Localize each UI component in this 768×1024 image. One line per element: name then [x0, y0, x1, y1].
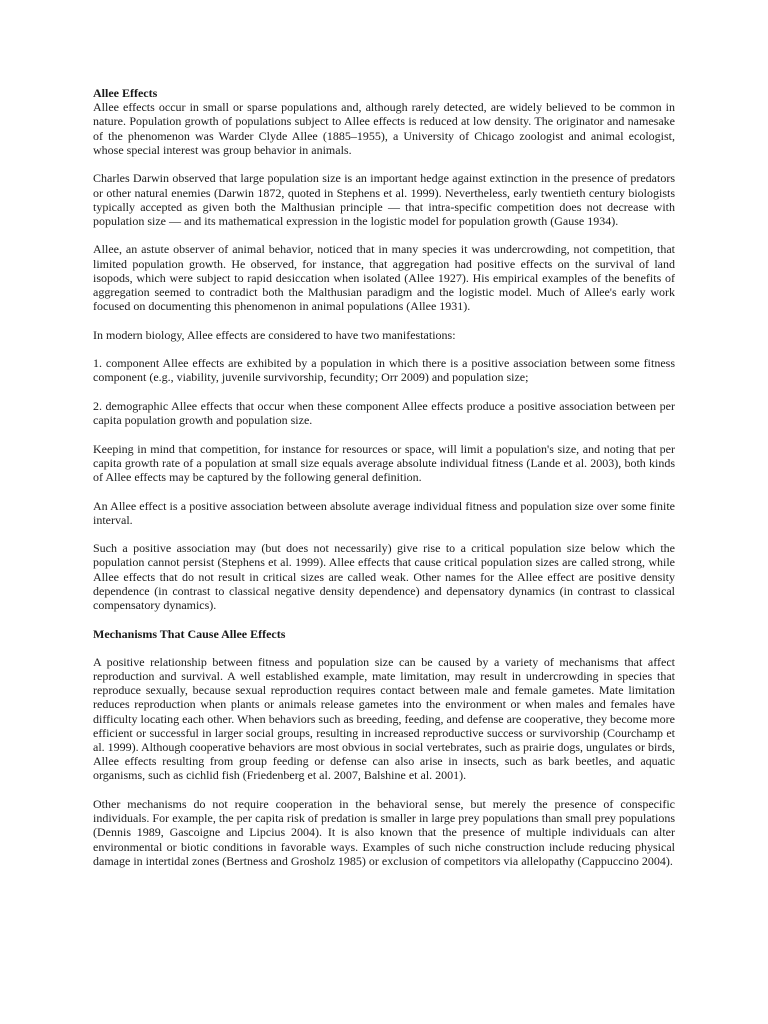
paragraph-critical-size: Such a positive association may (but does not necessarily) give rise to a critical population size below which the population cannot persist (Stephens et al. 1999). Allee effects that cause critical population sizes are called strong, while Allee effects that do not result in critical sizes are called weak. Other names for the Allee effect are positive density dependence (in contrast to classical negative density dependence) and depensatory dynamics (in contrast to classical compensatory dynamics). [93, 541, 675, 613]
document-page [93, 86, 675, 882]
paragraph-definition: An Allee effect is a positive association between absolute average individual fitness and population size over some finite interval. [93, 498, 675, 527]
paragraph-other-mechanisms: Other mechanisms do not require cooperation in the behavioral sense, but merely the presence of conspecific individuals. For example, the per capita risk of predation is smaller in large prey populations than small prey populations (Dennis 1989, Gascoigne and Lipcius 2004). It is also known that the presence of multiple individuals can alter environmental or biotic conditions in favorable ways. Examples of such niche construction include reducing physical damage in intertidal zones (Bertness and Grosholz 1985) or exclusion of competitors via allelopathy (Cappuccino 2004). [93, 796, 675, 868]
paragraph-intro: Allee effects occur in small or sparse populations and, although rarely detected, are widely believed to be common in nature. Population growth of populations subject to Allee effects is reduced at low density. The originator and namesake of the phenomenon was Warder Clyde Allee (1885–1955), a University of Chicago zoologist and animal ecologist, whose special interest was group behavior in animals. [93, 100, 675, 157]
paragraph-competition: Keeping in mind that competition, for instance for resources or space, will limit a population's size, and noting that per capita growth rate of a population at small size equals average absolute individual fitness (Lande et al. 2003), both kinds of Allee effects may be captured by the following general definition. [93, 441, 675, 485]
paragraph-manifestations: In modern biology, Allee effects are considered to have two manifestations: [93, 327, 456, 342]
paragraph-darwin: Charles Darwin observed that large population size is an important hedge against extinction in the presence of predators or other natural enemies (Darwin 1872, quoted in Stephens et al. 1999). Nevertheless, early twentieth century biologists typically accepted as given both the Malthusian principle — that intra-specific competition does not decrease with population size — and its mathematical expression in the logistic model for population growth (Gause 1934). [93, 171, 675, 228]
section-heading-allee-effects: Allee Effects [93, 86, 158, 100]
paragraph-allee-observer: Allee, an astute observer of animal behavior, noticed that in many species it was undercrowding, not competition, that limited population growth. He observed, for instance, that aggregation had positive effects on the survival of land isopods, which were subject to rapid desiccation when isolated (Allee 1927). His empirical examples of the benefits of aggregation seemed to contradict both the Malthusian paradigm and the logistic model. Much of Allee's early work focused on documenting this phenomenon in animal populations (Allee 1931). [93, 242, 675, 314]
paragraph-mechanisms: A positive relationship between fitness and population size can be caused by a variety of mechanisms that affect reproduction and survival. A well established example, mate limitation, may result in undercrowding in species that reproduce sexually, because sexual reproduction requires contact between male and female gametes. Mate limitation reduces reproduction when plants or animals release gametes into the environment or when males and females have difficulty locating each other. When behaviors such as breeding, feeding, and defense are cooperative, they become more efficient or successful in larger social groups, resulting in increased reproductive success or survivorship (Courchamp et al. 1999). Although cooperative behaviors are most obvious in social vertebrates, such as prairie dogs, ungulates or birds, Allee effects resulting from group feeding or defense can also arise in insects, such as bark beetles, and aquatic organisms, such as cichlid fish (Friedenberg et al. 2007, Balshine et al. 2001). [93, 654, 675, 783]
section-heading-mechanisms: Mechanisms That Cause Allee Effects [93, 626, 286, 641]
paragraph-component-allee: 1. component Allee effects are exhibited by a population in which there is a positive association between some fitness component (e.g., viability, juvenile survivorship, fecundity; Orr 2009) and population size; [93, 356, 675, 385]
paragraph-demographic-allee: 2. demographic Allee effects that occur when these component Allee effects produce a positive association between per capita population growth and population size. [93, 398, 675, 428]
